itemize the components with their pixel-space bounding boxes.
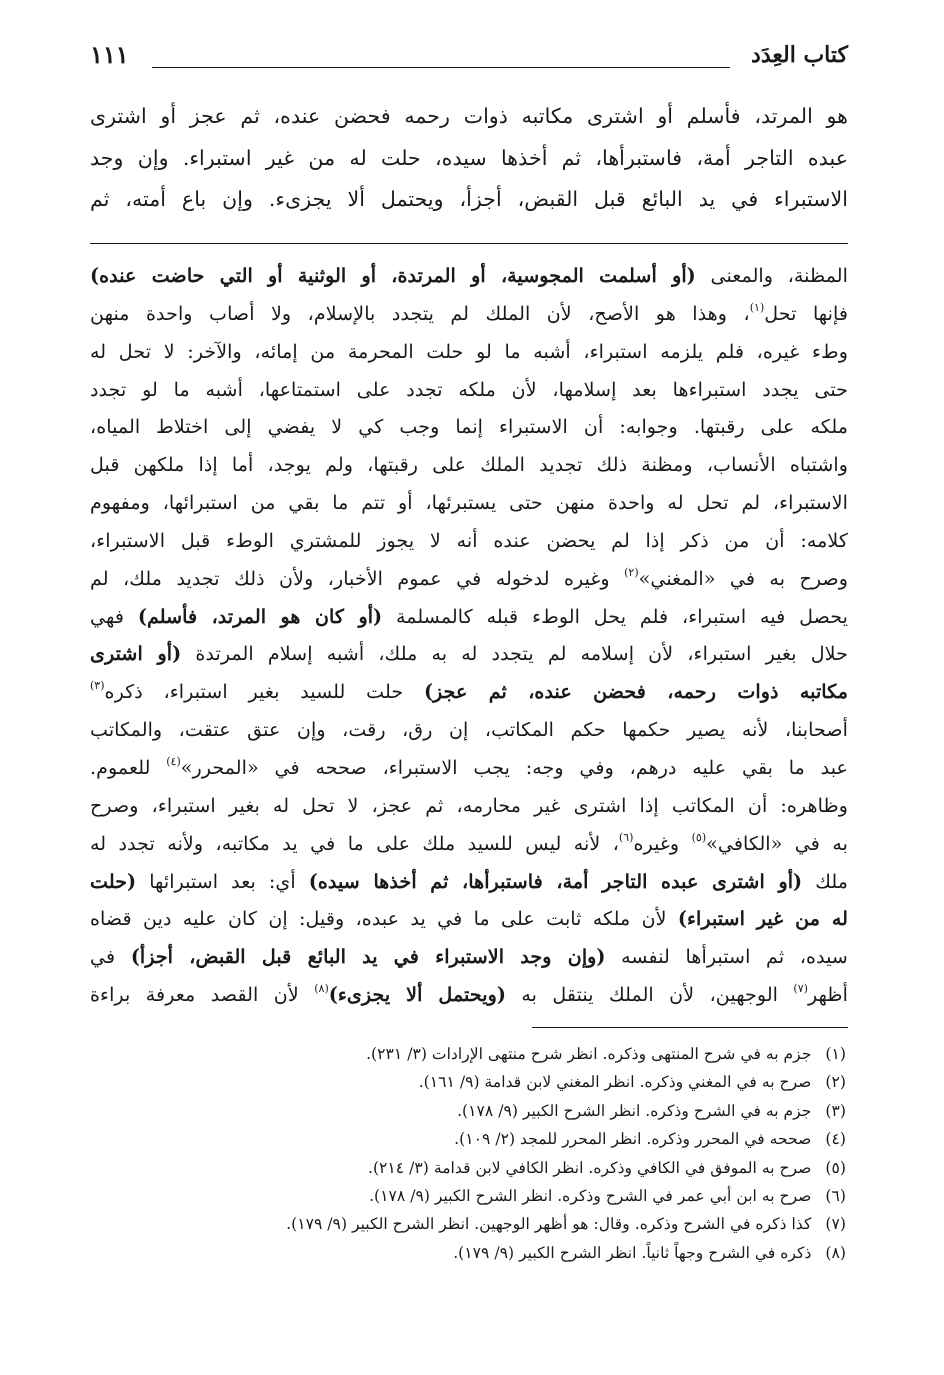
commentary-text: [90, 257, 848, 1014]
footnote-rule: [532, 1027, 848, 1028]
commentary-span: أصحابنا، لأنه يصير حكمها حكم المكاتب، إن رق، رقت، وإن عتق عتقت، والمكاتب: [90, 718, 848, 742]
footnote-text: صححه في المحرر وذكره. انظر المحرر للمجد (٢/ ١٠٩).: [454, 1130, 812, 1149]
footnote-number: (٥): [825, 1158, 846, 1177]
page-number: ١١١: [90, 40, 129, 69]
commentary-line: [90, 560, 848, 598]
commentary-line: [90, 371, 848, 409]
footnote-text: صرح به في المغني وذكره. انظر المغني لابن قدامة (٩/ ١٦١).: [418, 1073, 812, 1092]
commentary-line: [90, 825, 848, 863]
commentary-span: ، لأنه ليس للسيد ملك على ما في يد مكاتبه، ولأنه تجدد له: [90, 831, 619, 855]
quoted-main-text: (أو كان هو المرتد، فأسلم): [137, 604, 383, 628]
commentary-line: [90, 635, 848, 673]
main-text: [90, 96, 848, 221]
commentary-span: وظاهره: أن المكاتب إذا اشترى غير محارمه، ثم عجز، لا تحل له بغير استبراء، وصرح: [90, 793, 848, 817]
footnote-marker: (٨): [314, 982, 329, 996]
commentary-line: [90, 749, 848, 787]
commentary-line: [90, 938, 848, 976]
header-rule: [152, 67, 730, 68]
commentary-line: [90, 522, 848, 560]
commentary-span: وصرح به في «المغني»: [638, 566, 848, 590]
commentary-line: [90, 711, 848, 749]
commentary-span: في: [90, 945, 131, 969]
commentary-span: ملكه على رقبتها. وجوابه: أن الاستبراء إنما وجب كي لا يفضي إلى اختلاط المياه،: [90, 415, 848, 439]
footnote-marker: (٧): [793, 982, 808, 996]
commentary-span: فهي: [90, 604, 138, 628]
commentary-span: المظنة، والمعنى: [695, 264, 848, 287]
footnote: [90, 1210, 848, 1238]
text-separator-rule: [90, 243, 848, 244]
quoted-main-text: (أو اشترى: [90, 642, 182, 666]
footnote-text: كذا ذكره في الشرح وذكره. وقال: هو أظهر الوجهين. انظر الشرح الكبير (٩/ ١٧٩).: [286, 1215, 812, 1234]
commentary-span: به في «الكافي»: [706, 831, 848, 855]
footnote-number: (٣): [825, 1101, 846, 1120]
footnotes: [90, 1040, 848, 1267]
commentary-span: سيده، ثم استبرأها لنفسه: [605, 945, 848, 969]
commentary-span: حلال بغير استبراء، لأن إسلامه لم يتجدد له به ملك، أشبه إسلام المرتدة: [181, 642, 848, 666]
commentary-line: [90, 408, 848, 446]
footnote-marker: (٤): [166, 754, 181, 768]
footnote-text: جزم به في الشرح وذكره. انظر الشرح الكبير (٩/ ١٧٨).: [457, 1101, 812, 1120]
footnote: [90, 1068, 848, 1096]
commentary-span: الوجهين، لأن الملك ينتقل به: [505, 983, 794, 1007]
commentary-span: ملك: [802, 869, 848, 893]
quoted-main-text: (أو اشترى عبده التاجر أمة، فاستبرأها، ثم أخذها سيده): [308, 869, 803, 893]
footnote-marker: (٦): [618, 830, 634, 844]
commentary-span: لأن القصد معرفة براءة: [90, 983, 315, 1007]
commentary-span: وطء غيره، فلم يلزمه استبراء، أشبه ما لو حلت المحرمة من إمائه، والآخر: لا تحل له: [90, 339, 848, 363]
commentary-span: حتى يجدد استبراءها بعد إسلامها، لأن ملكه تجدد على استمتاعها، أشبه ما لو تجدد: [90, 377, 848, 401]
commentary-line: [90, 295, 848, 333]
footnote: [90, 1125, 848, 1153]
footnote: [90, 1182, 848, 1210]
footnote-number: (٦): [825, 1186, 846, 1205]
footnote-marker: (١): [749, 300, 765, 314]
footnote-marker: (٥): [691, 830, 707, 844]
footnote-number: (٧): [825, 1215, 846, 1234]
footnote-text: صرح به ابن أبي عمر في الشرح وذكره. انظر الشرح الكبير (٩/ ١٧٨).: [369, 1186, 812, 1205]
footnote-marker: (٢): [624, 565, 639, 579]
commentary-span: للعموم.: [90, 755, 167, 779]
commentary-span: كلامه: أن من ذكر إذا لم يحضن عنده أنه لا يجوز للمشتري الوطء قبل الاستبراء،: [90, 528, 848, 552]
running-title: كتاب العِدَد: [751, 42, 848, 68]
quoted-main-text: (وإن وجد الاستبراء في يد البائع قبل القبض، أجزأ): [130, 945, 606, 969]
commentary-span: عبد ما بقي عليه درهم، وفي وجه: يجب الاستبراء، صححه في «المحرر»: [180, 755, 848, 779]
footnote-number: (٨): [825, 1243, 846, 1262]
commentary-span: فإنها تحل: [764, 301, 848, 325]
commentary-line: [90, 900, 848, 938]
commentary-line: [90, 446, 848, 484]
footnote-text: جزم به في شرح المنتهى وذكره. انظر شرح منتهى الإرادات (٣/ ٢٣١).: [366, 1045, 812, 1063]
main-text-line: عبده التاجر أمة، فاستبرأها، ثم أخذها سيده، حلت له من غير استبراء. وإن وجد: [90, 145, 848, 170]
footnote-marker: (٣): [90, 679, 105, 693]
main-text-line: هو المرتد، فأسلم أو اشترى مكاتبه ذوات رحمه فحضن عنده، ثم عجز أو اشترى: [90, 104, 848, 128]
quoted-main-text: مكاتبه ذوات رحمه، فحضن عنده، ثم عجز): [423, 680, 848, 704]
quoted-main-text: (حلت: [90, 869, 137, 893]
commentary-span: وغيره: [633, 831, 692, 855]
footnote: [90, 1239, 848, 1267]
commentary-line: [90, 976, 848, 1014]
footnote-number: (٤): [825, 1130, 846, 1149]
footnote: [90, 1040, 848, 1068]
commentary-line: [90, 787, 848, 825]
commentary-line: [90, 484, 848, 522]
commentary-span: أي: بعد استبرائها: [136, 869, 309, 893]
commentary-span: وغيره لدخوله في عموم الأخبار، ولأن ذلك تجديد ملك، لم: [90, 566, 625, 590]
commentary-span: ، وهذا هو الأصح، لأن الملك لم يتجدد بالإسلام، ولا أصاب واحدة منهن: [90, 301, 750, 325]
commentary-span: الاستبراء، لم تحل له واحدة منهن حتى يستبرئها، أو تتم ما بقي من استبرائها، ومفهوم: [90, 491, 848, 515]
main-text-line: الاستبراء في يد البائع قبل القبض، أجزأ، ويحتمل ألا يجزىء. وإن باع أمته، ثم: [90, 187, 848, 212]
footnote: [90, 1097, 848, 1125]
commentary-span: لأن ملكه ثابت على ما في يد عبده، وقيل: إن كان عليه دين قضاه: [90, 907, 678, 931]
commentary-line: [90, 257, 848, 295]
commentary-span: أظهر: [807, 983, 848, 1007]
footnote-number: (٢): [825, 1073, 846, 1092]
quoted-main-text: (أو أسلمت المجوسية، أو المرتدة، أو الوثنية أو التي حاضت عنده): [90, 264, 696, 287]
footnote-text: ذكره في الشرح وجهاً ثانياً. انظر الشرح الكبير (٩/ ١٧٩).: [453, 1243, 812, 1262]
commentary-span: يحصل فيه استبراء، فلم يحل الوطء قبله كالمسلمة: [382, 604, 848, 628]
commentary-span: حلت للسيد بغير استبراء، ذكره: [104, 680, 424, 704]
commentary-span: واشتباه الأنساب، ومظنة ذلك تجديد الملك على رقبتها، ولم يوجد، أما إذا ملكهن قبل: [90, 453, 848, 477]
commentary-line: [90, 673, 848, 711]
commentary-line: [90, 863, 848, 901]
footnote-text: صرح به الموفق في الكافي وذكره. انظر الكافي لابن قدامة (٣/ ٢١٤).: [368, 1158, 812, 1177]
commentary-line: [90, 598, 848, 636]
page-header: [90, 42, 848, 72]
quoted-main-text: له من غير استبراء): [677, 907, 848, 931]
footnote: [90, 1154, 848, 1182]
quoted-main-text: (ويحتمل ألا يجزىء): [328, 983, 506, 1007]
commentary-line: [90, 333, 848, 371]
footnote-number: (١): [825, 1045, 846, 1063]
